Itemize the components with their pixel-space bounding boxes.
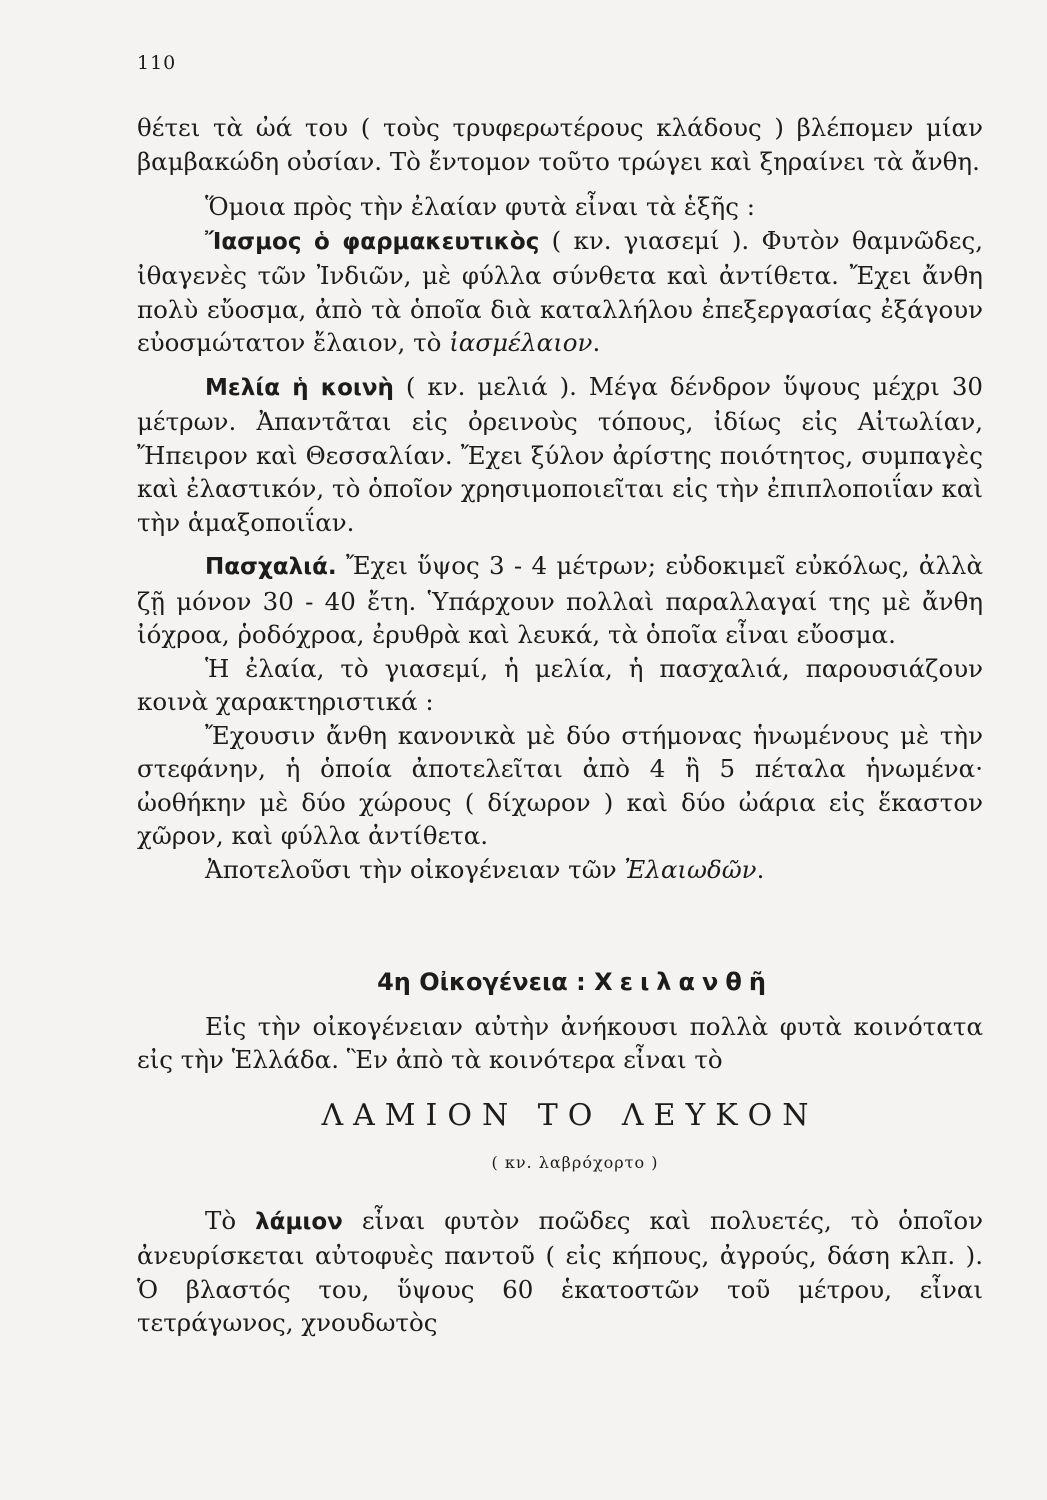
plant-common-name: ( κν. λαβρόχορτο ) (491, 1153, 659, 1172)
melia-text: ( κν. μελιά ). Μέγα δένδρον ὕψους μέχρι 30 μέτρων. Ἀπαντᾶται εἰς ὀρεινοὺς τόπους, ἰδίως εἰς Αἰτωλίαν, Ἤπειρον καὶ Θεσσαλίαν. Ἔχει ξύλον ἀρίστης ποιότητος, συμπαγὲς καὶ ἐλαστικόν, τὸ ὁποῖον χρησιμοποιεῖται εἰς τὴν ἐπιπλοποιΐαν καὶ τὴν ἁμαξοποιΐαν. (137, 371, 983, 537)
section-heading (137, 966, 983, 1000)
family-end: . (756, 854, 765, 884)
family-name: Ἐλαιωδῶν (624, 854, 757, 884)
family-text: Ἀποτελοῦσι τὴν οἰκογένειαν τῶν (205, 854, 625, 884)
paragraph-insect: θέτει τὰ ὠά του ( τοὺς τρυφερωτέρους κλάδους ) βλέπομεν μίαν βαμβακώδη οὐσίαν. Τὸ ἔντομον τοῦτο τρώγει καὶ ξηραίνει τὰ ἄνθη. (137, 113, 983, 176)
paragraph-melia (137, 370, 983, 540)
heading-family-name: Χειλανθῆ (594, 968, 773, 996)
jasmine-end: . (592, 328, 601, 357)
plant-title: ΛΑΜΙΟΝ ΤΟ ΛΕΥΚΟΝ (321, 1097, 819, 1133)
term-melia: Μελία ἡ κοινὴ (205, 374, 394, 401)
paragraph-lamium (137, 1204, 983, 1340)
term-jasmine: Ἴασμος ὁ φαρμακευτικὸς (205, 228, 540, 255)
lilac-text: Ἔχει ὕψος 3 - 4 μέτρων; εὐδοκιμεῖ εὐκόλως, ἀλλὰ ζῇ μόνον 30 - 40 ἔτη. Ὑπάρχουν πολλαὶ παραλλαγαί της μὲ ἄνθη ἰόχροα, ῥοδόχροα, ἐρυθρὰ καὶ λευκά, τὰ ὁποῖα εἶναι εὔοσμα. (137, 551, 983, 649)
term-lilac: Πασχαλιά. (205, 554, 337, 580)
page-number: 110 (137, 52, 177, 74)
jasmine-text: ( κν. γιασεμί ). Φυτὸν θαμνῶδες, ἰθαγενὲς τῶν Ἰνδιῶν, μὲ φύλλα σύνθετα καὶ ἀντίθετα. Ἔχει ἄνθη πολὺ εὔοσμα, ἀπὸ τὰ ὁποῖα διὰ καταλλήλου ἐπεξεργασίας ἐξάγουν εὐοσμώτατον ἔλαιον, τὸ (137, 225, 983, 357)
lamium-pre: Τὸ (205, 1205, 256, 1235)
paragraph-jasmine (137, 224, 983, 360)
term-lamium: λάμιον (255, 1208, 343, 1235)
paragraph-similar-plants: Ὅμοια πρὸς τὴν ἐλαίαν φυτὰ εἶναι τὰ ἑξῆς : (205, 192, 755, 221)
paragraph-family-oleaceae (137, 853, 983, 887)
paragraph-lilac (137, 549, 983, 652)
jasmine-oil-term: ἰασμέλαιον (449, 328, 593, 357)
paragraph-labiatae-intro: Εἰς τὴν οἰκογένειαν αὐτὴν ἀνήκουσι πολλὰ φυτὰ κοινότατα εἰς τὴν Ἑλλάδα. Ἓν ἀπὸ τὰ κοινότερα εἶναι τὸ (137, 1011, 983, 1074)
paragraph-common-features: Ἡ ἐλαία, τὸ γιασεμί, ἡ μελία, ἡ πασχαλιά, παρουσιάζουν κοινὰ χαρακτηριστικά : (137, 653, 983, 716)
lamium-text: εἶναι φυτὸν ποῶδες καὶ πολυετές, τὸ ὁποῖον ἀνευρίσκεται αὐτοφυὲς παντοῦ ( εἰς κήπους, ἀγρούς, δάση κλπ. ). Ὁ βλαστός του, ὕψους 60 ἑκατοστῶν τοῦ μέτρου, εἶναι τετράγωνος, χνουδωτὸς (137, 1205, 983, 1337)
page-body (137, 111, 983, 1340)
paragraph-flower-structure: Ἔχουσιν ἄνθη κανονικὰ μὲ δύο στήμονας ἡνωμένους μὲ τὴν στεφάνην, ἡ ὁποία ἀποτελεῖται ἀπὸ 4 ἢ 5 πέταλα ἡνωμένα· ὠοθήκην μὲ δύο χώρους ( δίχωρον ) καὶ δύο ὠάρια εἰς ἕκαστον χῶρον, καὶ φύλλα ἀντίθετα. (137, 720, 983, 850)
heading-prefix: 4η Οἰκογένεια : (377, 968, 595, 996)
